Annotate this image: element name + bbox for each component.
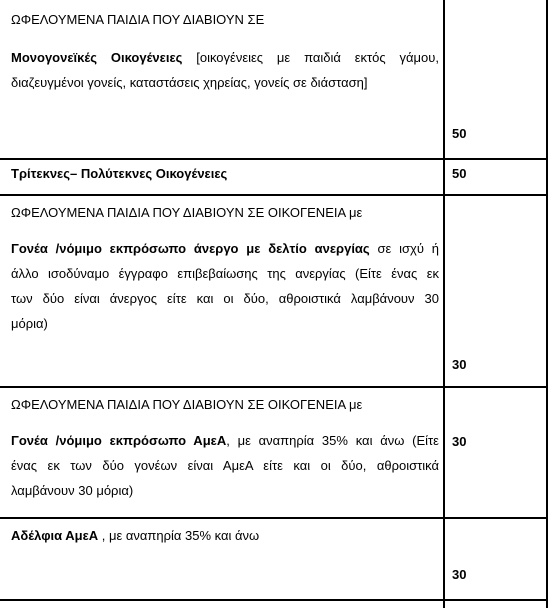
row1-line2: διαζευγμένοι γονείς, καταστάσεις χηρείας, γονείς σε διάσταση] [11,75,368,90]
row4-score: 30 [452,434,467,449]
row3-heading: ΩΦΕΛΟΥΜΕΝΑ ΠΑΙΔΙΑ ΠΟΥ ΔΙΑΒΙΟΥΝ ΣΕ ΟΙΚΟΓΕΝΕΙΑ με [11,205,363,220]
row3-line1-rest: σε ισχύ ή [369,241,439,256]
row3-line2: άλλο ισοδύναμο έγγραφο επιβεβαίωσης της ανεργίας (Είτε ένας εκ [11,266,439,281]
row2-label: Τρίτεκνες– Πολύτεκνες Οικογένειες [11,166,228,181]
row3-line1 [11,236,439,261]
row2-score: 50 [452,166,467,181]
row1-bold-label: Μονογονεϊκές Οικογένειες [11,50,183,65]
row5-rest: , με αναπηρία 35% και άνω [98,528,260,543]
row3-bold-label: Γονέα /νόμιμο εκπρόσωπο άνεργο με δελτίο ανεργίας [11,241,370,256]
row5-bold-label: Αδέλφια ΑμεΑ [11,528,99,543]
row1-score: 50 [452,126,467,141]
row4-line3: λαμβάνουν 30 μόρια) [11,483,134,498]
row4-line1-rest: , με αναπηρία 35% και άνω (Είτε [226,433,439,448]
row1-description [11,45,439,95]
row3-score: 30 [452,357,467,372]
row-divider [0,158,548,160]
row4-bold-label: Γονέα /νόμιμο εκπρόσωπο ΑμεΑ [11,433,227,448]
row4-heading: ΩΦΕΛΟΥΜΕΝΑ ΠΑΙΔΙΑ ΠΟΥ ΔΙΑΒΙΟΥΝ ΣΕ ΟΙΚΟΓΕΝΕΙΑ με [11,397,363,412]
row1-line1-rest: [οικογένειες με παιδιά εκτός γάμου, [182,50,439,65]
row5-label [11,527,259,545]
row4-line1 [11,428,439,453]
row3-line3: των δύο είναι άνεργος είτε και οι δύο, αθροιστικά λαμβάνουν 30 [11,291,439,306]
row3-description [11,236,439,336]
row1-heading: ΩΦΕΛΟΥΜΕΝΑ ΠΑΙΔΙΑ ΠΟΥ ΔΙΑΒΙΟΥΝ ΣΕ [11,12,265,27]
row1-line1 [11,45,439,70]
row-divider [0,517,548,519]
table-bottom-border [0,599,548,601]
row-divider [0,194,548,196]
row5-score: 30 [452,567,467,582]
row4-description [11,428,439,503]
row4-line2: ένας εκ των δύο γονέων είναι ΑμεΑ είτε και οι δύο, αθροιστικά [11,458,439,473]
row3-line4: μόρια) [11,316,48,331]
row-divider [0,386,548,388]
